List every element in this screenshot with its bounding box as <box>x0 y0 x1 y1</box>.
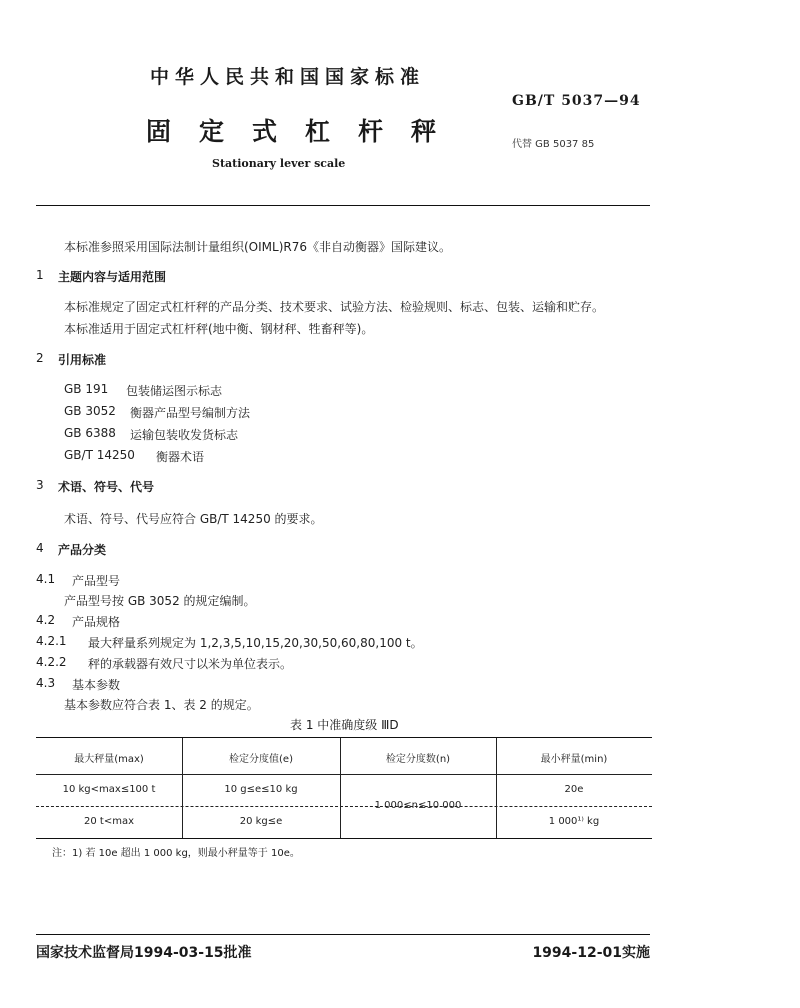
table-header-cell: 最大秤量(max) <box>74 754 144 765</box>
document-title: 固定式杠杆秤 <box>146 117 465 146</box>
table-header-rule <box>36 774 652 775</box>
table-note: 注：1) 若 10e 超出 1 000 kg，则最小秤量等于 10e。 <box>52 848 300 859</box>
table-header-cell: 检定分度数(n) <box>385 754 451 765</box>
ref-code: GB 191 <box>64 382 109 396</box>
clause-4-2-2-text: 秤的承载器有效尺寸以米为单位表示。 <box>88 657 293 671</box>
clause-4-2-1-text: 最大秤量系列规定为 1,2,3,5,10,15,20,30,50,60,80,100 t。 <box>88 636 423 650</box>
table-cell: 10 kg<max≤100 t <box>62 784 156 795</box>
table-1 <box>36 737 652 839</box>
section-2-number: 2 <box>36 351 44 365</box>
table-header-cell: 检定分度值(e) <box>229 754 293 765</box>
section-1-line2: 本标准适用于固定式杠杆秤(地中衡、钢材秤、牲畜秤等)。 <box>64 322 374 336</box>
national-standard-heading: 中华人民共和国国家标准 <box>150 66 426 88</box>
table-cell: 20e <box>564 784 584 795</box>
approval-line: 国家技术监督局1994-03-15批准 <box>36 945 252 961</box>
table-header-cell: 最小秤量(min) <box>540 754 608 765</box>
section-1-line1: 本标准规定了固定式杠杆秤的产品分类、技术要求、试验方法、检验规则、标志、包装、运输和贮存。 <box>64 300 605 314</box>
table-cell: 20 t<max <box>84 816 134 827</box>
table-cell: 10 g≤e≤10 kg <box>224 784 298 795</box>
section-2-title: 引用标准 <box>58 353 107 367</box>
clause-4-1-text: 产品型号按 GB 3052 的规定编制。 <box>64 594 256 608</box>
standard-number: GB/T 5037—94 <box>512 93 641 109</box>
ref-title: 运输包装收发货标志 <box>130 428 239 442</box>
table-cell: 1 000¹⁾ kg <box>548 816 600 827</box>
ref-title: 衡器术语 <box>156 450 205 464</box>
ref-code: GB 6388 <box>64 426 116 440</box>
header-rule <box>36 205 650 206</box>
clause-4-3-number: 4.3 <box>36 676 56 690</box>
table-caption: 表 1 中准确度级 ⅢD <box>290 718 399 732</box>
clause-4-3-text: 基本参数应符合表 1、表 2 的规定。 <box>64 698 259 712</box>
ref-code: GB 3052 <box>64 404 116 418</box>
clause-4-2-number: 4.2 <box>36 613 56 627</box>
english-title: Stationary lever scale <box>212 157 346 170</box>
section-3-text: 术语、符号、代号应符合 GB/T 14250 的要求。 <box>64 512 323 526</box>
replaces-note: 代替 GB 5037 85 <box>512 139 595 150</box>
clause-4-1-title: 产品型号 <box>72 574 121 588</box>
effective-date: 1994-12-01实施 <box>532 945 650 961</box>
section-4-number: 4 <box>36 541 44 555</box>
intro-paragraph: 本标准参照采用国际法制计量组织(OIML)R76《非自动衡器》国际建议。 <box>64 240 451 254</box>
section-1-title: 主题内容与适用范围 <box>58 270 167 284</box>
clause-4-3-title: 基本参数 <box>72 678 121 692</box>
clause-4-1-number: 4.1 <box>36 572 56 586</box>
section-1-number: 1 <box>36 268 44 282</box>
ref-title: 衡器产品型号编制方法 <box>130 406 251 420</box>
section-3-number: 3 <box>36 478 44 492</box>
clause-4-2-2-number: 4.2.2 <box>36 655 67 669</box>
footer-rule <box>36 934 650 935</box>
section-4-title: 产品分类 <box>58 543 107 557</box>
table-cell: 1 000≤n≤10 000 <box>374 800 462 811</box>
clause-4-2-title: 产品规格 <box>72 615 121 629</box>
ref-code: GB/T 14250 <box>64 448 135 462</box>
table-cell: 20 kg≤e <box>239 816 283 827</box>
section-3-title: 术语、符号、代号 <box>58 480 155 494</box>
clause-4-2-1-number: 4.2.1 <box>36 634 67 648</box>
ref-title: 包装储运图示标志 <box>126 384 223 398</box>
